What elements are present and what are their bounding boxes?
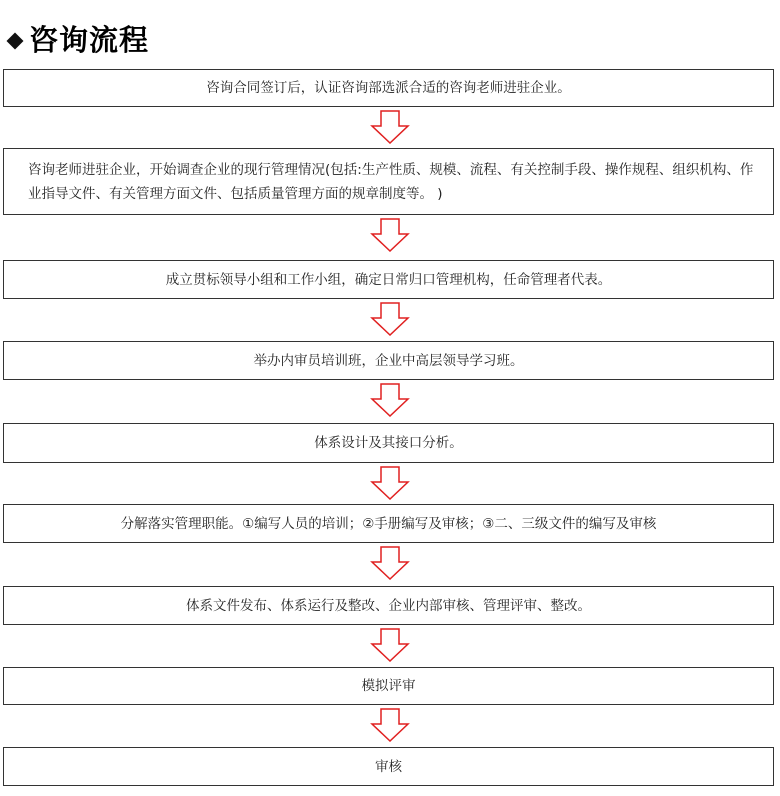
flow-step-text: 成立贯标领导小组和工作小组，确定日常归口管理机构，任命管理者代表。	[165, 271, 612, 288]
flow-step-box	[3, 504, 774, 543]
flow-step-box	[3, 148, 774, 215]
flow-step-text: 模拟评审	[361, 678, 416, 694]
flow-step-box	[3, 341, 774, 380]
down-arrow-icon	[370, 383, 410, 417]
down-arrow-icon	[370, 110, 410, 144]
page-title: 咨询流程	[29, 22, 150, 57]
flow-step-text: 咨询合同签订后，认证咨询部选派合适的咨询老师进驻企业。	[206, 80, 571, 96]
flow-step-text: 体系设计及其接口分析。	[314, 435, 463, 451]
down-arrow-icon	[370, 546, 410, 580]
flow-step-text: 审核	[375, 758, 402, 775]
down-arrow-icon	[370, 218, 410, 252]
down-arrow-icon	[370, 302, 410, 336]
flow-step-box	[3, 260, 774, 299]
flow-step-text: 体系文件发布、体系运行及整改、企业内部审核、管理评审、整改。	[186, 597, 591, 614]
flow-step-box	[3, 586, 774, 625]
down-arrow-icon	[370, 708, 410, 742]
flow-step-box	[3, 747, 774, 786]
flow-step-box	[3, 69, 774, 107]
flow-step-text: 咨询老师进驻企业，开始调查企业的现行管理情况(包括:生产性质、规模、流程、有关控制手段、操作规程、组织机构、作业指导文件、有关管理方面文件、包括质量管理方面的规章制度等。 )	[28, 161, 754, 202]
down-arrow-icon	[370, 466, 410, 500]
flow-step-text: 举办内审员培训班，企业中高层领导学习班。	[253, 352, 524, 369]
diamond-bullet-icon	[7, 33, 24, 50]
flow-step-box	[3, 423, 774, 463]
flow-step-text: 分解落实管理职能。①编写人员的培训；②手册编写及审核；③二、三级文件的编写及审核	[120, 515, 657, 532]
down-arrow-icon	[370, 628, 410, 662]
section-header	[6, 18, 149, 58]
flow-step-box	[3, 667, 774, 705]
